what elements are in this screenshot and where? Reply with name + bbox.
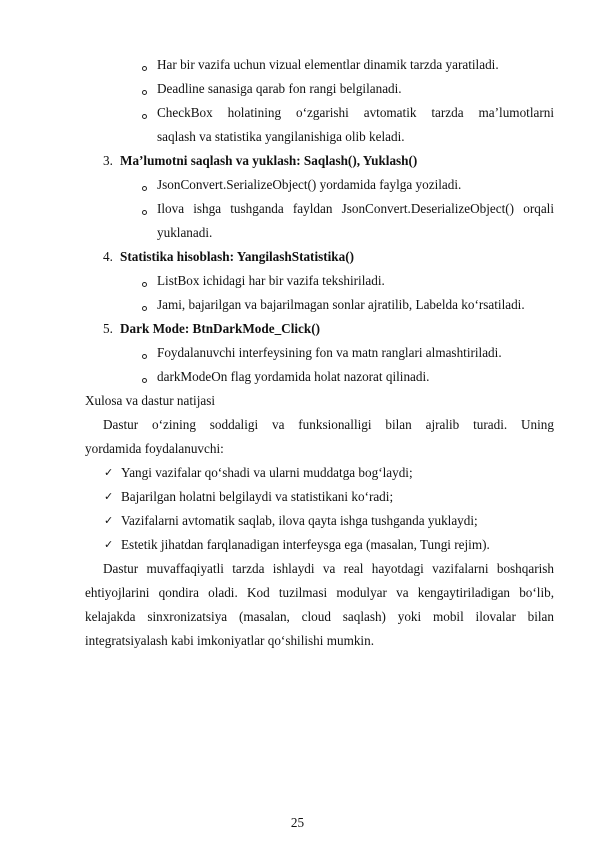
circle-bullet-icon	[142, 282, 147, 287]
check-item: Vazifalarni avtomatik saqlab, ilova qayta ishga tushganda yuklaydi;	[121, 513, 478, 528]
list-item: Jami, bajarilgan va bajarilmagan sonlar ajratilib, Labelda ko‘rsatiladi.	[157, 297, 525, 312]
checkmark-icon: ✓	[104, 538, 114, 551]
list-item: ListBox ichidagi har bir vazifa tekshiriladi.	[157, 273, 385, 288]
paragraph-line: Dastur o‘zining soddaligi va funksionalligi bilan ajralib turadi. Uning	[103, 417, 554, 432]
check-item: Estetik jihatdan farqlanadigan interfeysga ega (masalan, Tungi rejim).	[121, 537, 490, 552]
circle-bullet-icon	[142, 66, 147, 71]
section-title: Ma’lumotni saqlash va yuklash: Saqlash(), Yuklash()	[120, 153, 418, 168]
circle-bullet-icon	[142, 378, 147, 383]
circle-bullet-icon	[142, 90, 147, 95]
list-item: darkModeOn flag yordamida holat nazorat qilinadi.	[157, 369, 430, 384]
page-number: 25	[290, 815, 305, 830]
paragraph-line: integratsiyalash kabi imkoniyatlar qo‘shilishi mumkin.	[85, 633, 374, 648]
list-item-continuation: saqlash va statistika yangilanishiga olib keladi.	[157, 129, 405, 144]
checkmark-icon: ✓	[104, 466, 114, 479]
list-item: Deadline sanasiga qarab fon rangi belgilanadi.	[157, 81, 402, 96]
check-item: Bajarilgan holatni belgilaydi va statistikani ko‘radi;	[121, 489, 394, 504]
section-title: Dark Mode: BtnDarkMode_Click()	[120, 321, 320, 336]
paragraph-line: Dastur muvaffaqiyatli tarzda ishlaydi va real hayotdagi vazifalarni boshqarish	[103, 561, 554, 576]
section-number: 4.	[103, 249, 113, 264]
section-title: Statistika hisoblash: YangilashStatistika()	[120, 249, 355, 264]
list-item: JsonConvert.SerializeObject() yordamida faylga yoziladi.	[157, 177, 462, 192]
list-item: CheckBox holatining o‘zgarishi avtomatik tarzda ma’lumotlarni	[157, 105, 554, 120]
list-item: Foydalanuvchi interfeysining fon va matn ranglari almashtiriladi.	[157, 345, 502, 360]
circle-bullet-icon	[142, 186, 147, 191]
section-number: 3.	[103, 153, 113, 168]
section-heading: Xulosa va dastur natijasi	[85, 393, 216, 408]
list-item-continuation: yuklanadi.	[157, 225, 213, 240]
paragraph-line: ehtiyojlarini qondira oladi. Kod tuzilmasi modulyar va kengaytiriladigan bo‘lib,	[85, 585, 554, 600]
paragraph-line: yordamida foydalanuvchi:	[85, 441, 224, 456]
list-item: Har bir vazifa uchun vizual elementlar dinamik tarzda yaratiladi.	[157, 57, 499, 72]
circle-bullet-icon	[142, 210, 147, 215]
list-item: Ilova ishga tushganda fayldan JsonConvert.DeserializeObject() orqali	[157, 201, 554, 216]
checkmark-icon: ✓	[104, 514, 114, 527]
check-item: Yangi vazifalar qo‘shadi va ularni muddatga bog‘laydi;	[121, 465, 413, 480]
section-number: 5.	[103, 321, 113, 336]
circle-bullet-icon	[142, 114, 147, 119]
checkmark-icon: ✓	[104, 490, 114, 503]
circle-bullet-icon	[142, 354, 147, 359]
circle-bullet-icon	[142, 306, 147, 311]
paragraph-line: kelajakda sinxronizatsiya (masalan, cloud saqlash) yoki mobil ilovalar bilan	[85, 609, 554, 624]
